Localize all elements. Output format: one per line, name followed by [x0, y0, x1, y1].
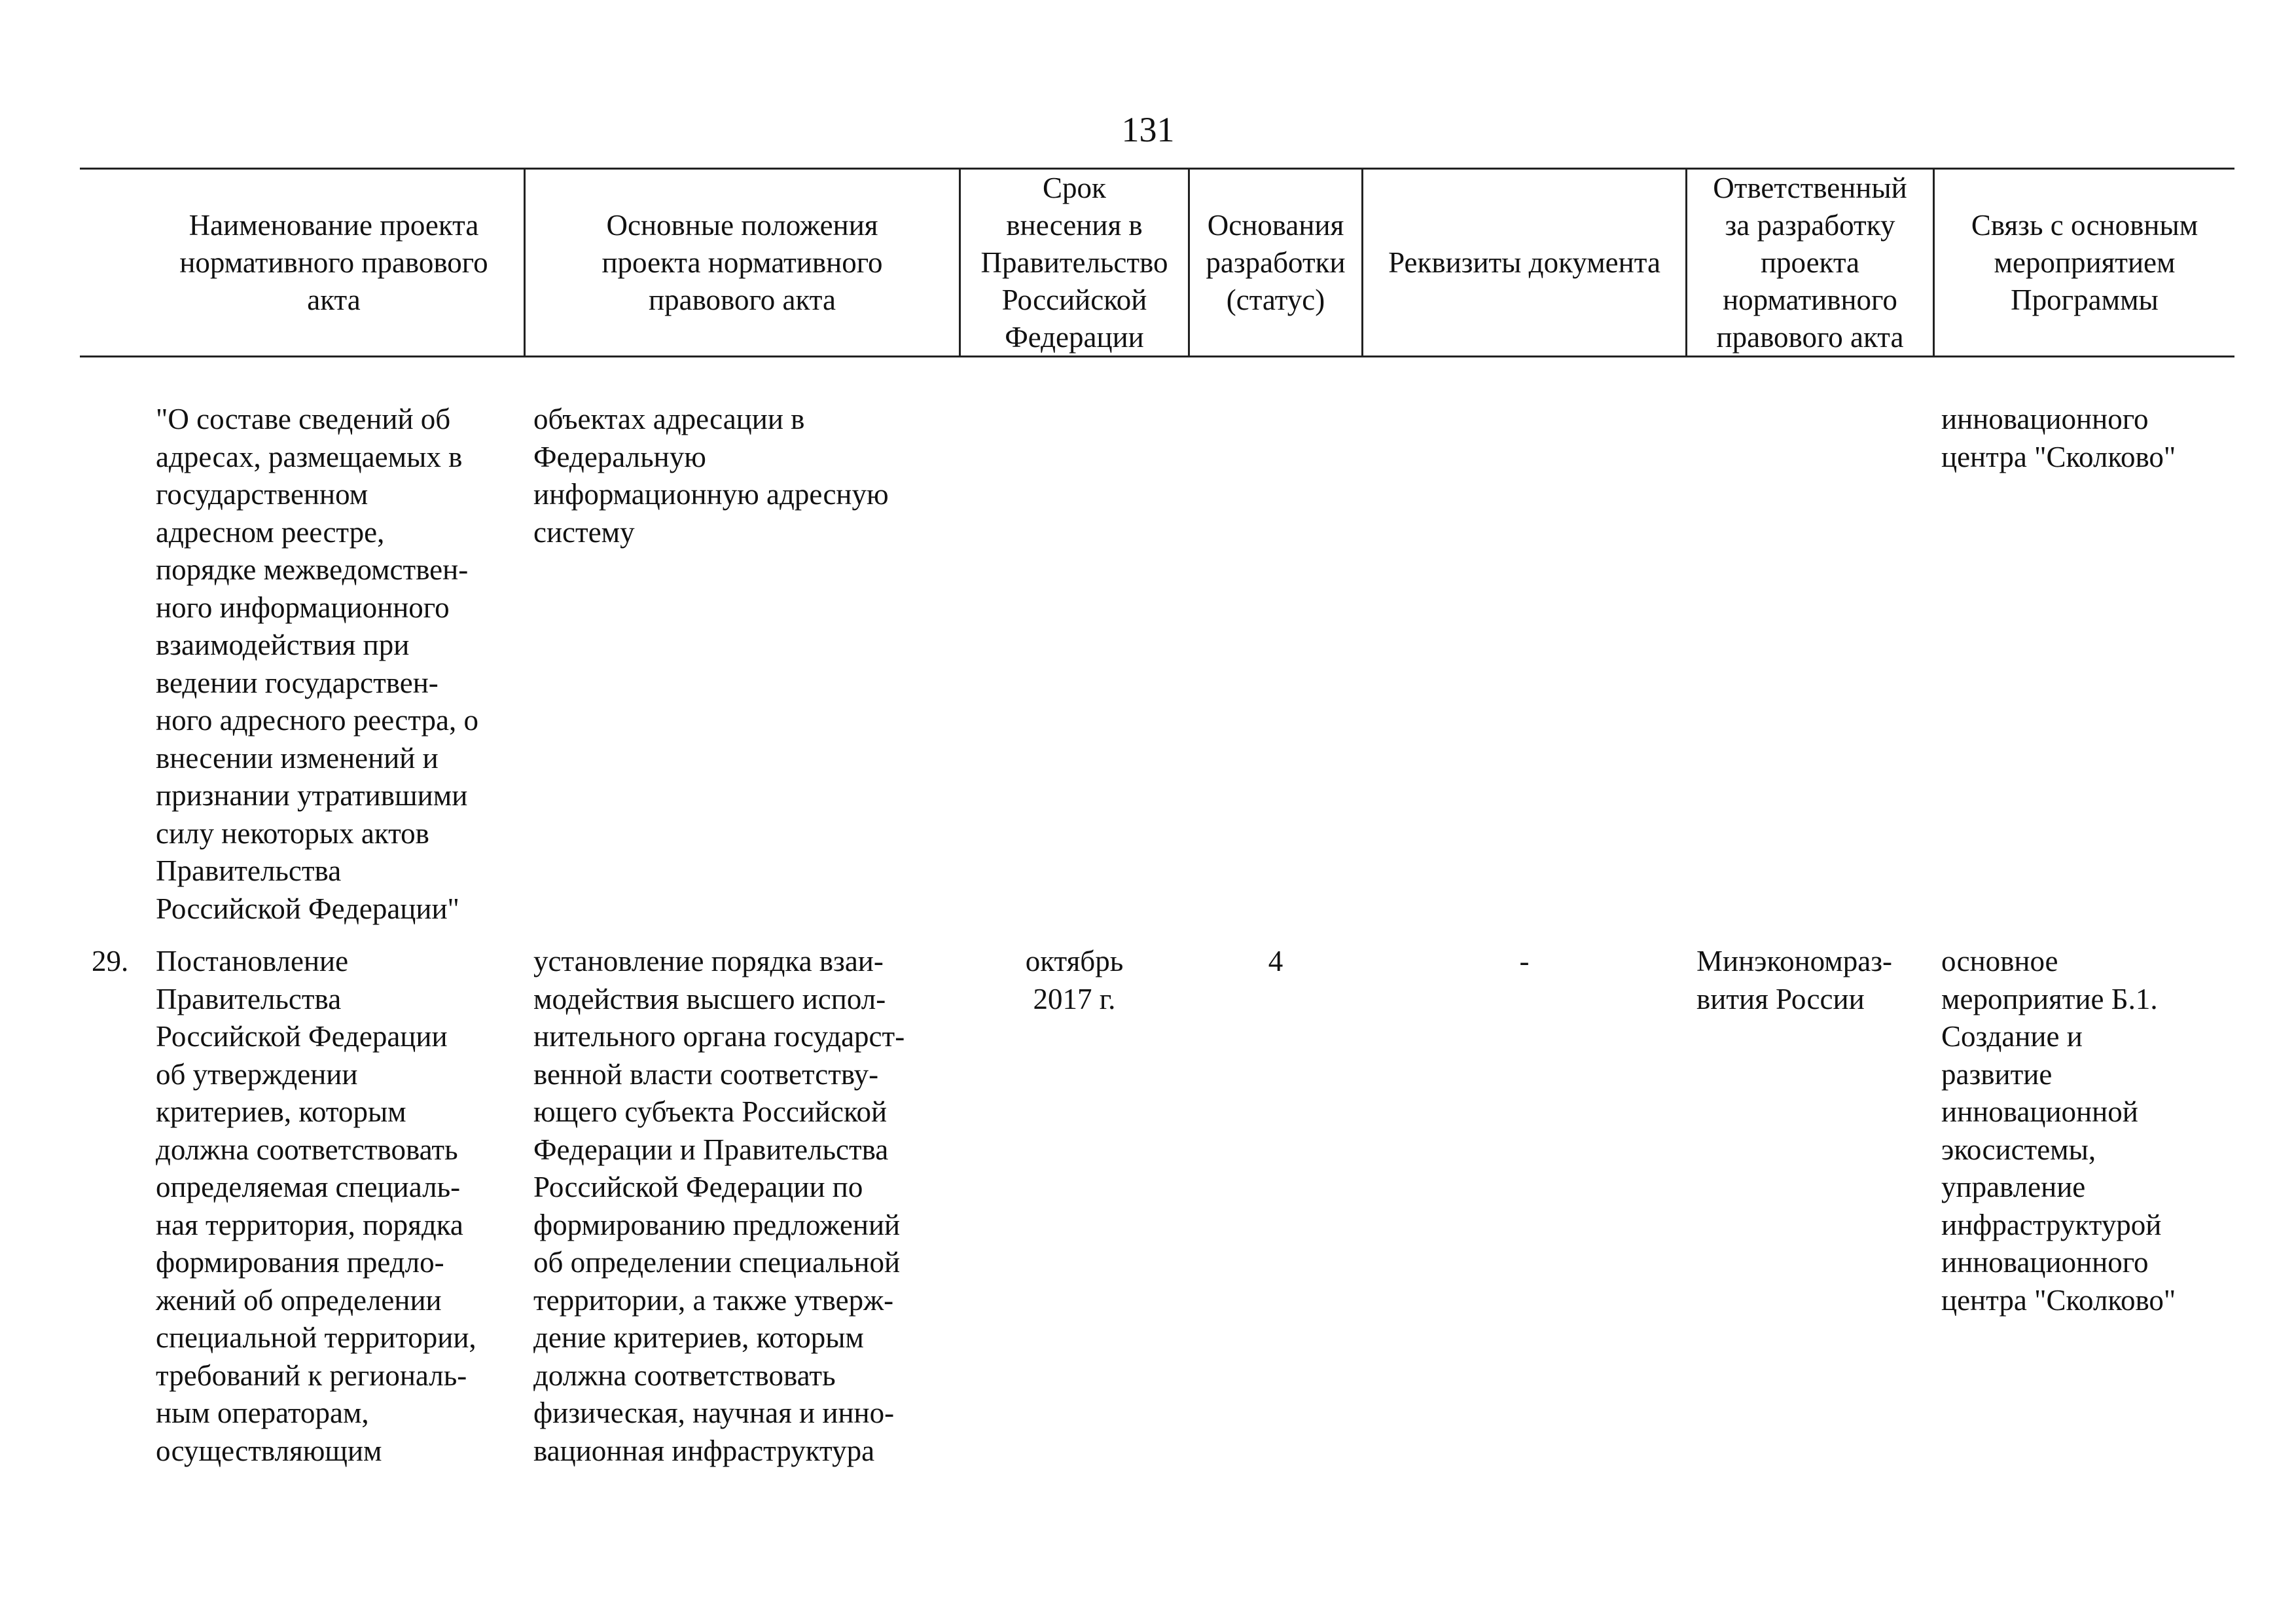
header-deadline	[961, 169, 1188, 357]
row-program-link: инновационного центра "Сколково"	[1941, 403, 2176, 473]
header-program-link	[1935, 169, 2234, 357]
header-program-link-text: Связь с основным мероприятием Программы	[1971, 209, 2198, 316]
header-project-name-text: Наименование проекта нормативного правового акта	[179, 209, 488, 316]
header-responsible-text: Ответственный за разработку проекта нормативного правового акта	[1713, 172, 1907, 354]
row-main-provisions: установление порядка взаи- модействия высшего испол- нительного органа государст- венной власти соответству- ющего субъекта Российской Федерации и Правительства Российской Федерации по формированию предложений об определении специальной территории, а также утверж- дение критериев, которым должна соответствовать физическая, научная и инно- вационная инфраструктура	[533, 945, 905, 1467]
header-requisites	[1363, 169, 1685, 357]
row-deadline: октябрь 2017 г.	[1025, 945, 1124, 1015]
header-project-name	[157, 169, 511, 357]
row-requisites: -	[1519, 945, 1530, 977]
header-main-provisions	[526, 169, 959, 357]
header-responsible	[1687, 169, 1933, 357]
page-number: 131	[1121, 110, 1175, 149]
header-deadline-text: Срок внесения в Правительство Российской Федерации	[980, 172, 1168, 354]
header-main-provisions-text: Основные положения проекта нормативного правового акта	[601, 209, 883, 316]
row-project-name: "О составе сведений об адресах, размещаемых в государственном адресном реестре, порядке межведомствен- ного информационного взаимодействия при ведении государствен- ного адресного реестра, о внесении изменений и признании утратившими силу некоторых актов Правительства Российской Федерации"	[156, 403, 479, 925]
header-basis-text: Основания разработки (статус)	[1206, 209, 1346, 316]
row-project-name: Постановление Правительства Российской Федерации об утверждении критериев, которым должна соответствовать определяемая специаль- ная территория, порядка формирования предло- жений об определении специальной территории, требований к региональ- ным операторам, осуществляющим	[156, 945, 476, 1467]
header-basis	[1190, 169, 1361, 357]
row-main-provisions: объектах адресации в Федеральную информационную адресную систему	[533, 403, 889, 549]
header-requisites-text: Реквизиты документа	[1388, 246, 1660, 279]
row-number: 29.	[92, 945, 129, 977]
row-responsible: Минэкономраз- вития России	[1696, 945, 1893, 1015]
row-program-link: основное мероприятие Б.1. Создание и развитие инновационной экосистемы, управление инфраструктурой инновационного центра "Сколково"	[1941, 945, 2176, 1317]
row-basis: 4	[1268, 945, 1283, 977]
